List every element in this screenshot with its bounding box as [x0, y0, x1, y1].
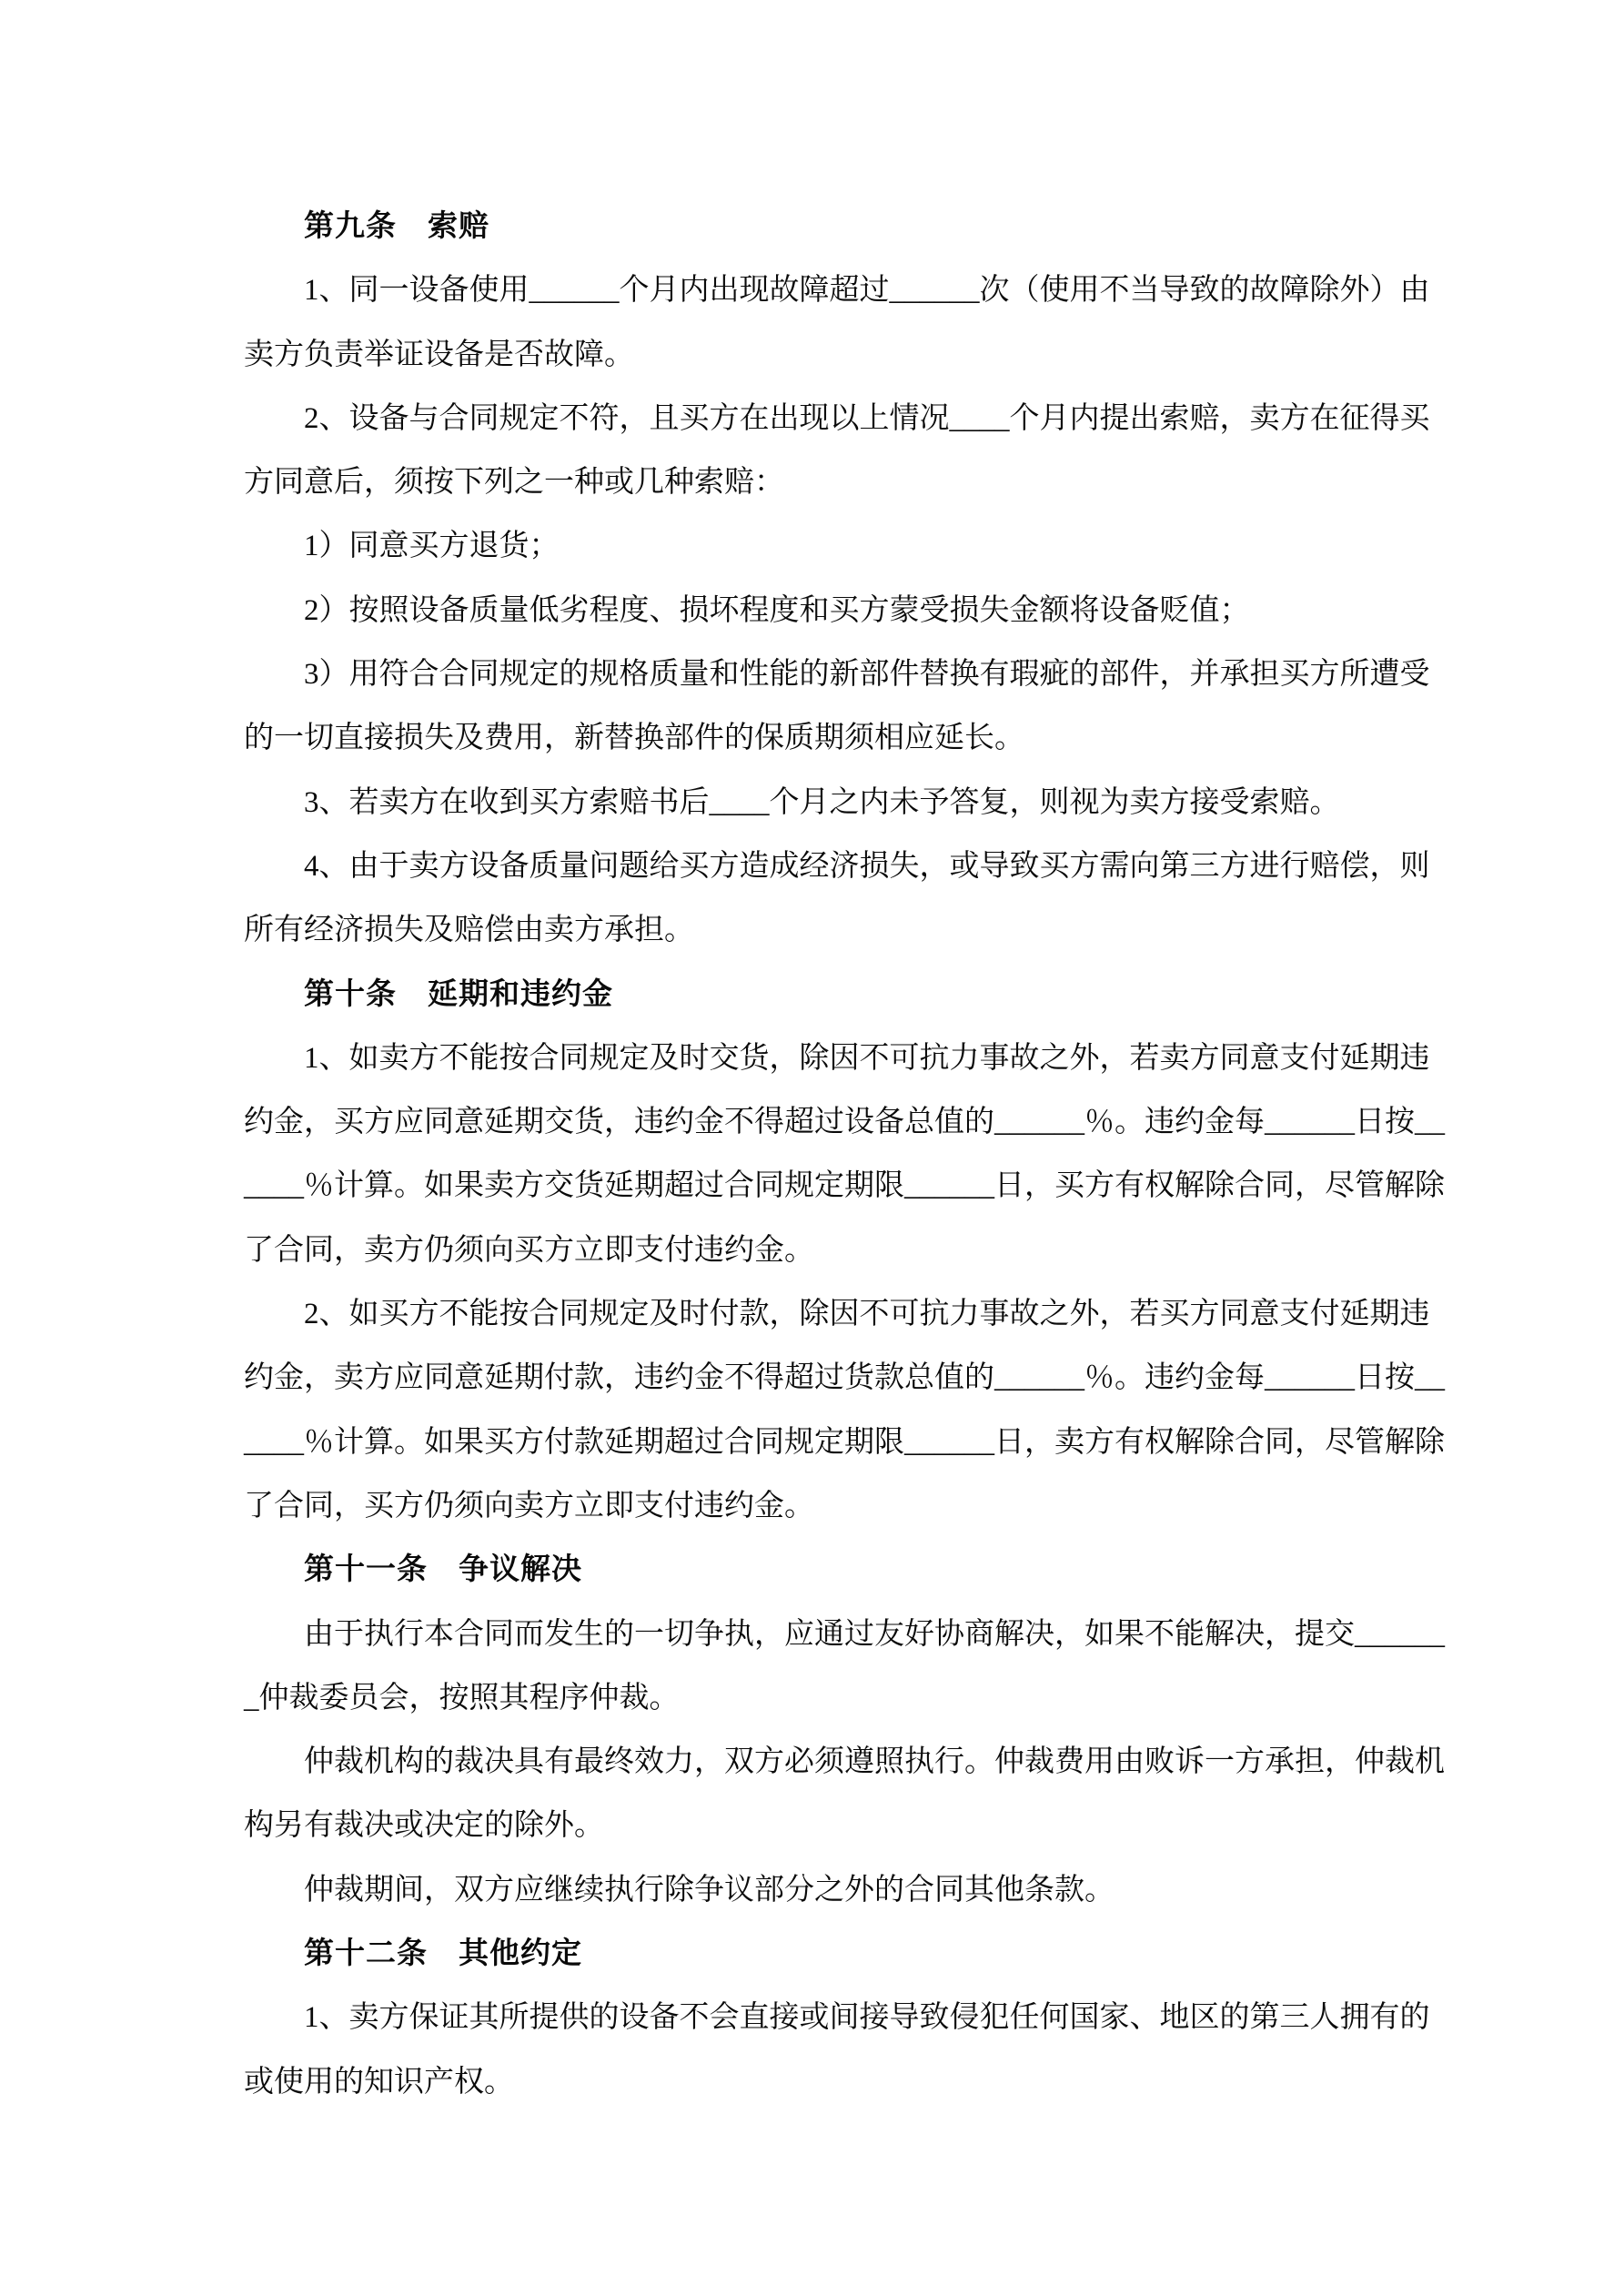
section-heading: 第十二条 其他约定 — [304, 1937, 582, 1971]
contract-text-line: 约金，买方应同意延期交货，违约金不得超过设备总值的______％。违约金每______日按__ — [244, 1106, 1445, 1139]
section-heading: 第十一条 争议解决 — [304, 1553, 582, 1587]
contract-text-line: 所有经济损失及赔偿由卖方承担。 — [244, 914, 694, 947]
contract-text-line: 2、设备与合同规定不符，且买方在出现以上情况____个月内提出索赔，卖方在征得买 — [304, 401, 1430, 435]
contract-text-line: 1、如卖方不能按合同规定及时交货，除因不可抗力事故之外，若卖方同意支付延期违 — [304, 1041, 1430, 1075]
contract-text-line: 2、如买方不能按合同规定及时付款，除因不可抗力事故之外，若买方同意支付延期违 — [304, 1298, 1430, 1331]
contract-text-line: 仲裁机构的裁决具有最终效力，双方必须遵照执行。仲裁费用由败诉一方承担，仲裁机 — [304, 1745, 1445, 1779]
document-body — [244, 195, 1445, 2114]
contract-text-line: 4、由于卖方设备质量问题给买方造成经济损失，或导致买方需向第三方进行赔偿，则 — [304, 849, 1430, 883]
contract-text-line: 构另有裁决或决定的除外。 — [244, 1809, 604, 1843]
section-heading: 第九条 索赔 — [304, 210, 489, 243]
contract-text-line: 3、若卖方在收到买方索赔书后____个月之内未予答复，则视为卖方接受索赔。 — [304, 785, 1340, 819]
contract-text-line: 或使用的知识产权。 — [244, 2065, 514, 2099]
contract-text-line: 了合同，买方仍须向卖方立即支付违约金。 — [244, 1489, 814, 1522]
contract-text-line: 卖方负责举证设备是否故障。 — [244, 338, 634, 371]
contract-text-line: ____％计算。如果卖方交货延期超过合同规定期限______日，买方有权解除合同，尽管解除 — [244, 1169, 1445, 1203]
contract-text-line: ____％计算。如果买方付款延期超过合同规定期限______日，卖方有权解除合同，尽管解除 — [244, 1425, 1445, 1459]
contract-text-line: 2）按照设备质量低劣程度、损坏程度和买方蒙受损失金额将设备贬值； — [304, 593, 1250, 627]
contract-text-line: _仲裁委员会，按照其程序仲裁。 — [244, 1681, 680, 1714]
contract-text-line: 仲裁期间，双方应继续执行除争议部分之外的合同其他条款。 — [304, 1873, 1115, 1907]
contract-text-line: 的一切直接损失及费用，新替换部件的保质期须相应延长。 — [244, 722, 1024, 755]
contract-text-line: 3）用符合合同规定的规格质量和性能的新部件替换有瑕疵的部件，并承担买方所遭受 — [304, 658, 1430, 692]
contract-text-line: 1）同意买方退货； — [304, 530, 560, 563]
section-heading: 第十条 延期和违约金 — [304, 977, 613, 1011]
contract-text-line: 了合同，卖方仍须向买方立即支付违约金。 — [244, 1233, 814, 1267]
contract-text-line: 1、卖方保证其所提供的设备不会直接或间接导致侵犯任何国家、地区的第三人拥有的 — [304, 2001, 1430, 2035]
contract-text-line: 约金，卖方应同意延期付款，违约金不得超过货款总值的______％。违约金每______日按__ — [244, 1361, 1445, 1395]
contract-text-line: 方同意后，须按下列之一种或几种索赔： — [244, 466, 784, 500]
contract-text-line: 1、同一设备使用______个月内出现故障超过______次（使用不当导致的故障除外）由 — [304, 274, 1430, 308]
contract-text-line: 由于执行本合同而发生的一切争执，应通过友好协商解决，如果不能解决，提交______ — [304, 1617, 1445, 1651]
